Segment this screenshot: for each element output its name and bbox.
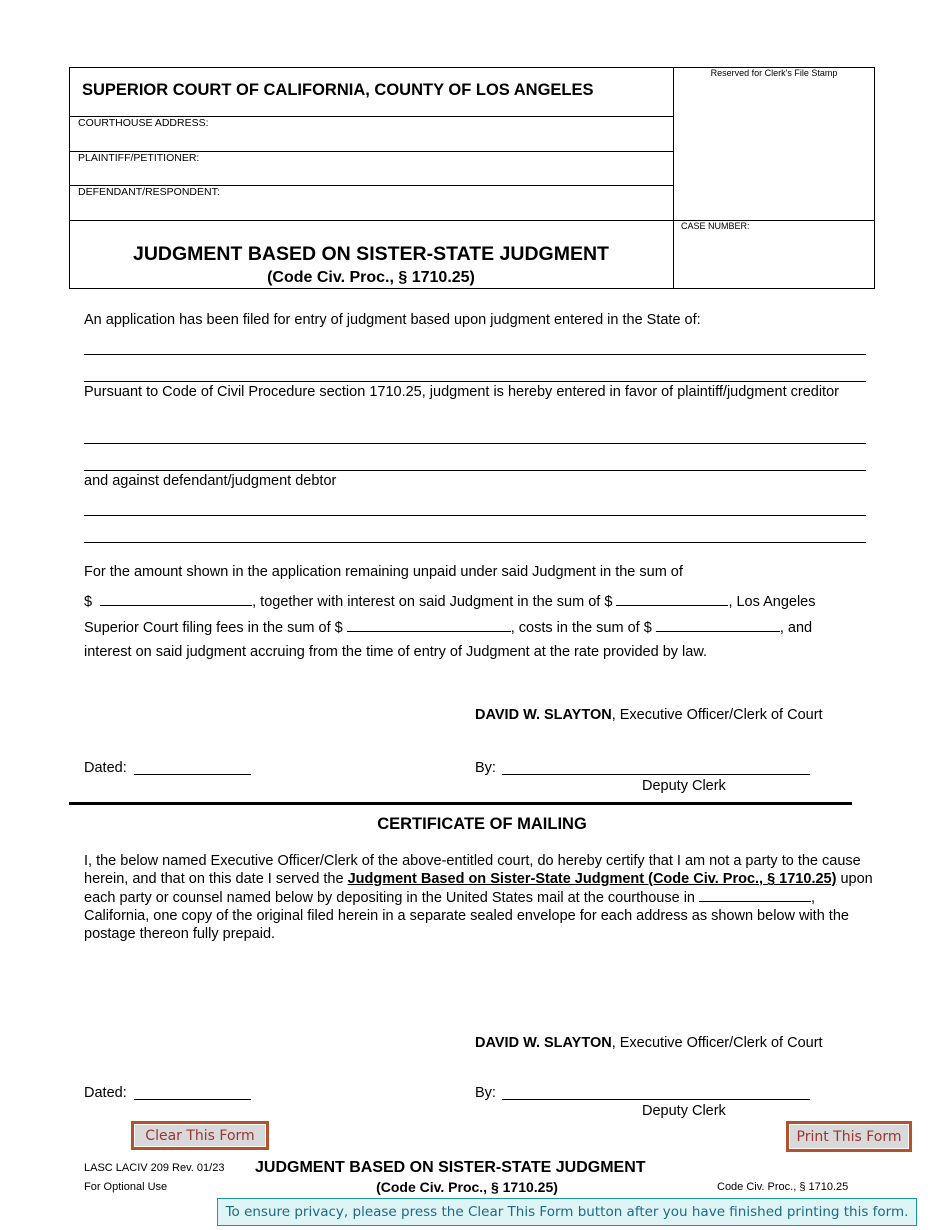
filing-fees-field[interactable] [347, 617, 511, 632]
cert-officer-title: , Executive Officer/Clerk of Court [611, 1035, 823, 1051]
signature-field[interactable] [502, 774, 810, 775]
court-name: SUPERIOR COURT OF CALIFORNIA, COUNTY OF LOS ANGELES [82, 81, 594, 99]
clear-form-label: Clear This Form [134, 1124, 266, 1147]
courthouse-address-label: COURTHOUSE ADDRESS: [78, 117, 209, 129]
footer-subtitle: (Code Civ. Proc., § 1710.25) [376, 1179, 558, 1195]
application-text: An application has been filed for entry of judgment based upon judgment entered in the State of: [84, 312, 701, 328]
debtor-line-1[interactable] [84, 515, 866, 516]
amount-row [84, 591, 816, 610]
creditor-line-1[interactable] [84, 443, 866, 444]
together-text: , together with interest on said Judgment in the sum of $ [252, 594, 613, 610]
cert-officer-name: DAVID W. SLAYTON [475, 1035, 612, 1051]
cert-para-bold: Judgment Based on Sister-State Judgment (Code Civ. Proc., § 1710.25) [347, 871, 837, 887]
plaintiff-label: PLAINTIFF/PETITIONER: [78, 152, 200, 164]
los-angeles-text: , Los Angeles [728, 594, 816, 610]
cert-dated-label: Dated: [84, 1085, 127, 1101]
footer-title: JUDGMENT BASED ON SISTER-STATE JUDGMENT [255, 1159, 646, 1176]
deputy-clerk-label: Deputy Clerk [642, 778, 726, 794]
interest-text: interest on said judgment accruing from the time of entry of Judgment at the rate provided by law. [84, 644, 708, 660]
dollar-sign: $ [84, 594, 93, 610]
optional-use: For Optional Use [84, 1181, 168, 1193]
interest-sum-field[interactable] [616, 591, 728, 606]
caption-rule [69, 220, 875, 221]
caption-divider [673, 67, 674, 289]
costs-text: , costs in the sum of $ [510, 620, 652, 636]
clear-form-button[interactable] [131, 1121, 269, 1150]
footer-code-ref: Code Civ. Proc., § 1710.25 [717, 1181, 849, 1193]
courthouse-city-field[interactable] [699, 888, 811, 902]
cert-para-part2: upon each party or counsel named below by depositing in the United States mail at the courthouse in [84, 871, 873, 906]
cert-para-part1: I, the below named Executive Officer/Clerk of the above-entitled court, do hereby certify that I am not a party to the cause herein, and that on this date I served the [84, 853, 861, 887]
privacy-notice: To ensure privacy, please press the Clear This Form button after you have finished printing this form. [217, 1198, 917, 1226]
filing-fees-text: Superior Court filing fees in the sum of $ [84, 620, 343, 636]
case-number-label: CASE NUMBER: [681, 221, 750, 231]
creditor-line-2[interactable] [84, 470, 866, 471]
cert-dated-field[interactable] [134, 1099, 251, 1100]
form-id: LASC LACIV 209 Rev. 01/23 [84, 1162, 225, 1174]
cert-deputy-clerk-label: Deputy Clerk [642, 1103, 726, 1119]
cert-by-label: By: [475, 1085, 496, 1101]
dated-field[interactable] [134, 774, 251, 775]
state-line-2[interactable] [84, 381, 866, 382]
officer-title: , Executive Officer/Clerk of Court [611, 707, 823, 723]
officer-name: DAVID W. SLAYTON [475, 707, 612, 723]
form-title: JUDGMENT BASED ON SISTER-STATE JUDGMENT [133, 243, 609, 265]
debtor-line-2[interactable] [84, 542, 866, 543]
print-form-label: Print This Form [789, 1124, 909, 1149]
fees-row [84, 617, 812, 636]
cert-signature-field[interactable] [502, 1099, 810, 1100]
cert-officer-signature [475, 1035, 823, 1051]
section-divider [69, 802, 852, 805]
form-subtitle: (Code Civ. Proc., § 1710.25) [267, 269, 475, 286]
and-text: , and [779, 620, 813, 636]
pursuant-text: Pursuant to Code of Civil Procedure section 1710.25, judgment is hereby entered in favor of plaintiff/judgment creditor [84, 384, 839, 400]
print-form-button[interactable] [786, 1121, 912, 1152]
costs-field[interactable] [656, 617, 780, 632]
clerk-stamp-label: Reserved for Clerk's File Stamp [710, 68, 838, 78]
cert-para-part3: , California, one copy of the original filed herein in a separate sealed envelope for each address as shown below with the postage thereon fully prepaid. [84, 890, 849, 942]
state-line-1[interactable] [84, 354, 866, 355]
dated-label: Dated: [84, 760, 127, 776]
certificate-paragraph [84, 852, 874, 943]
by-label: By: [475, 760, 496, 776]
officer-signature [475, 707, 823, 723]
judgment-sum-field[interactable] [100, 591, 252, 606]
against-text: and against defendant/judgment debtor [84, 473, 337, 489]
certificate-title: CERTIFICATE OF MAILING [377, 815, 587, 833]
defendant-label: DEFENDANT/RESPONDENT: [78, 186, 220, 198]
amount-line: For the amount shown in the application remaining unpaid under said Judgment in the sum of [84, 564, 683, 580]
